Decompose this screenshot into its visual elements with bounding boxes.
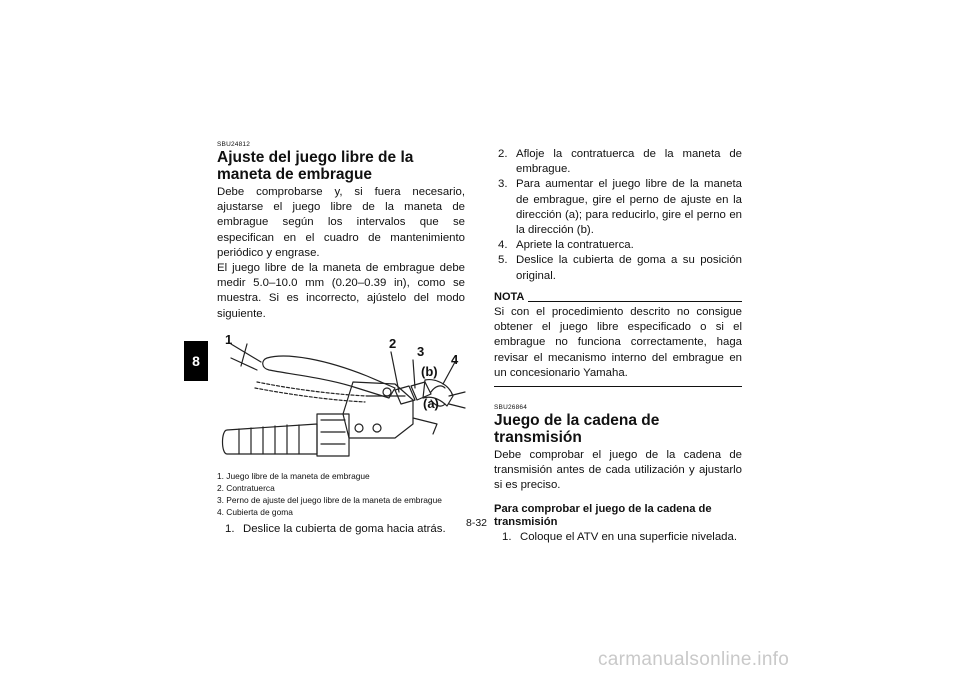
step-1 (225, 522, 465, 537)
step-text: Apriete la contratuerca. (516, 239, 634, 252)
step-text: Deslice la cubierta de goma a su posición original. (516, 254, 742, 282)
right-column (494, 147, 742, 545)
callout-1: 1 (225, 331, 233, 347)
section-code: SBU24812 (217, 141, 251, 148)
step-number: 1. (502, 530, 512, 543)
nota-label: NOTA (494, 290, 525, 303)
step-number: 5. (498, 254, 508, 267)
step-number: 4. (498, 239, 508, 252)
watermark: carmanualsonline.info (598, 649, 790, 670)
step-2 (498, 147, 742, 177)
freeplay-paragraph: El juego libre de la maneta de embrague debe medir 5.0–10.0 mm (0.20–0.39 in), como se muestra. Si es incorrecto, ajústelo del modo siguiente. (217, 262, 465, 320)
chapter-tab: 8 (184, 341, 208, 381)
step-4 (498, 238, 742, 253)
nota-text: Si con el procedimiento descrito no consigue obtener el juego libre especificado o si el embrague no funciona correctamente, haga revisar el mecanismo interno del embrague en un concesionario Yamaha. (494, 306, 742, 379)
nota-rule (528, 301, 742, 302)
legend-item: 2. Contratuerca (217, 482, 275, 493)
section-title: Ajuste del juego libre de la maneta de embrague (217, 149, 414, 183)
step-text: Para aumentar el juego libre de la maneta de embrague, gire el perno de ajuste en la dirección (a); para reducirlo, gire el perno en la dirección (b). (516, 178, 742, 237)
callout-a: (a) (423, 395, 439, 411)
step-5 (498, 253, 742, 283)
step-number: 3. (498, 178, 508, 191)
callout-3: 3 (417, 343, 425, 359)
section2-title: Juego de la cadena de transmisión (494, 412, 660, 446)
subheading: Para comprobar el juego de la cadena de transmisión (494, 502, 712, 529)
clutch-lever-figure (217, 330, 467, 466)
figure-legend (217, 470, 465, 518)
callout-4: 4 (451, 351, 459, 367)
spacer (494, 387, 742, 404)
legend-item: 1. Juego libre de la maneta de embrague (217, 470, 370, 481)
legend-item: 3. Perno de ajuste del juego libre de la maneta de embrague (217, 494, 442, 505)
callout-b: (b) (421, 363, 438, 379)
left-column (217, 141, 465, 537)
legend-item: 4. Cubierta de goma (217, 506, 293, 517)
step-text: Deslice la cubierta de goma hacia atrás. (243, 522, 446, 535)
nota-header (494, 290, 742, 305)
step-text: Coloque el ATV en una superficie nivelada. (520, 530, 737, 543)
page-number: 8-32 (466, 517, 488, 529)
sub-step-1 (502, 530, 742, 545)
section2-paragraph: Debe comprobar el juego de la cadena de transmisión antes de cada utilización y ajustarlo si es preciso. (494, 449, 742, 492)
step-number: 2. (498, 148, 508, 160)
step-text: Afloje la contratuerca de la maneta de embrague. (516, 148, 742, 176)
section2-code: SBU26864 (494, 404, 528, 412)
step-number: 1. (225, 522, 235, 535)
intro-paragraph: Debe comprobarse y, si fuera necesario, ajustarse el juego libre de la maneta de embrague según los intervalos que se especifican en el cuadro de mantenimiento periódico y engrase. (217, 186, 465, 259)
callout-2: 2 (389, 335, 397, 351)
step-3 (498, 177, 742, 238)
